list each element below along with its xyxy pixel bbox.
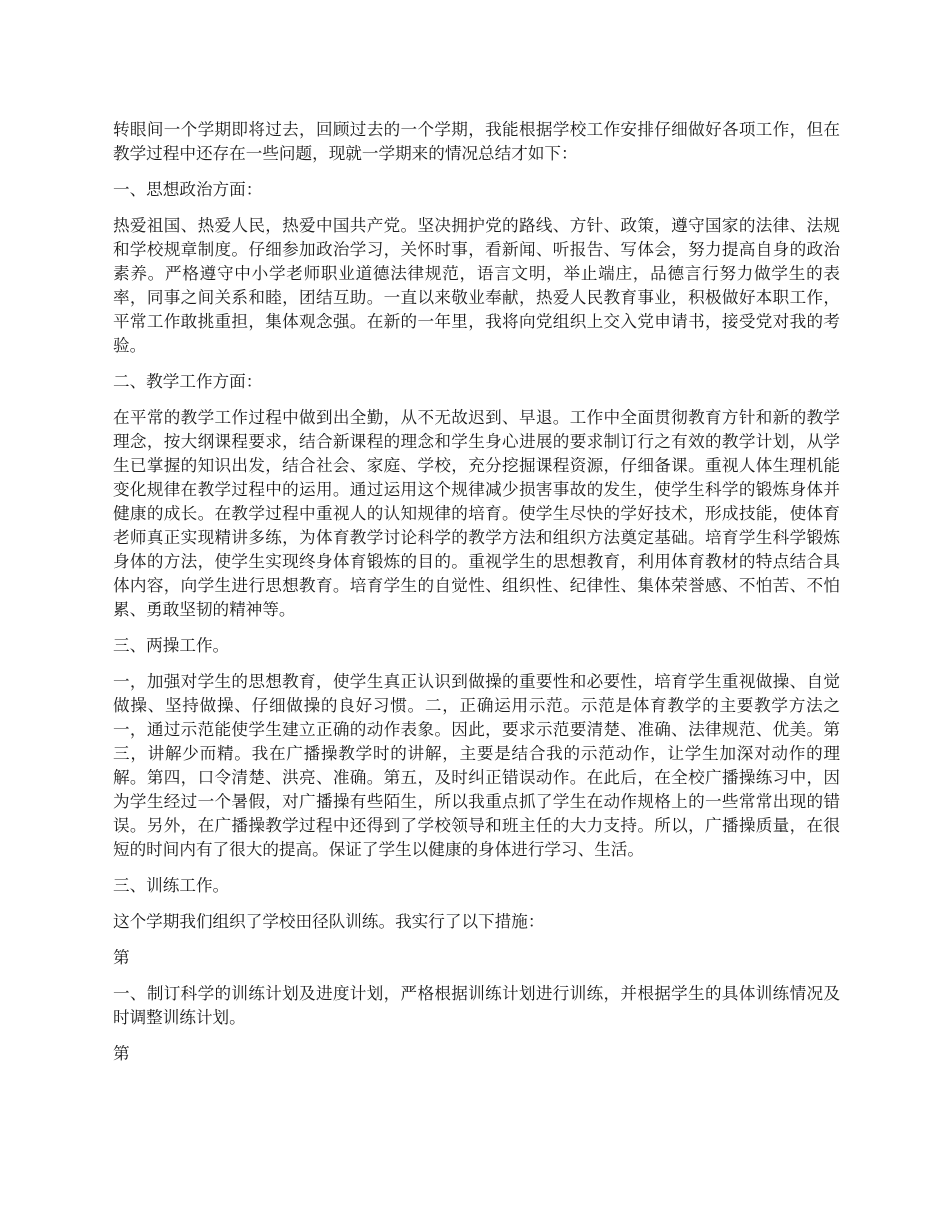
document-body bbox=[113, 118, 840, 1078]
intro-paragraph: 转眼间一个学期即将过去，回顾过去的一个学期，我能根据学校工作安排仔细做好各项工作，但在教学过程中还存在一些问题，现就一学期来的情况总结才如下： bbox=[113, 120, 840, 163]
section-heading-political: 一、思想政治方面： bbox=[113, 180, 263, 199]
section-heading-exercises: 三、两操工作。 bbox=[113, 636, 230, 655]
list-marker-first: 第 bbox=[113, 948, 130, 967]
section-heading-teaching: 二、教学工作方面： bbox=[113, 372, 263, 391]
training-measure-paragraph: 一、制订科学的训练计划及进度计划，严格根据训练计划进行训练，并根据学生的具体训练情况及时调整训练计划。 bbox=[113, 984, 840, 1027]
section-heading-training: 三、训练工作。 bbox=[113, 876, 230, 895]
exercises-paragraph: 一，加强对学生的思想教育，使学生真正认识到做操的重要性和必要性，培育学生重视做操、自觉做操、坚持做操、仔细做操的良好习惯。二，正确运用示范。示范是体育教学的主要教学方法之一，通过示范能使学生建立正确的动作表象。因此，要求示范要清楚、准确、法律规范、优美。第三，讲解少而精。我在广播操教学时的讲解，主要是结合我的示范动作，让学生加深对动作的理解。第四，口令清楚、洪亮、准确。第五，及时纠正错误动作。在此后，在全校广播操练习中，因为学生经过一个暑假，对广播操有些陌生，所以我重点抓了学生在动作规格上的一些常常出现的错误。另外，在广播操教学过程中还得到了学校领导和班主任的大力支持。所以，广播操质量，在很短的时间内有了很大的提高。保证了学生以健康的身体进行学习、生活。 bbox=[113, 672, 840, 859]
training-intro-paragraph: 这个学期我们组织了学校田径队训练。我实行了以下措施： bbox=[113, 912, 545, 931]
political-paragraph: 热爱祖国、热爱人民，热爱中国共产党。坚决拥护党的路线、方针、政策，遵守国家的法律、法规和学校规章制度。仔细参加政治学习，关怀时事，看新闻、听报告、写体会，努力提高自身的政治素养。严格遵守中小学老师职业道德法律规范，语言文明，举止端庄，品德言行努力做学生的表率，同事之间关系和睦，团结互助。一直以来敬业奉献，热爱人民教育事业，积极做好本职工作，平常工作敢挑重担，集体观念强。在新的一年里，我将向党组织上交入党申请书，接受党对我的考验。 bbox=[113, 216, 840, 355]
list-marker-second: 第 bbox=[113, 1044, 130, 1063]
teaching-paragraph: 在平常的教学工作过程中做到出全勤，从不无故迟到、早退。工作中全面贯彻教育方针和新的教学理念，按大纲课程要求，结合新课程的理念和学生身心进展的要求制订行之有效的教学计划，从学生已掌握的知识出发，结合社会、家庭、学校，充分挖掘课程资源，仔细备课。重视人体生理机能变化规律在教学过程中的运用。通过运用这个规律减少损害事故的发生，使学生科学的锻炼身体并健康的成长。在教学过程中重视人的认知规律的培育。使学生尽快的学好技术，形成技能，使体育老师真正实现精讲多练，为体育教学讨论科学的教学方法和组织方法奠定基础。培育学生科学锻炼身体的方法，使学生实现终身体育锻炼的目的。重视学生的思想教育，利用体育教材的特点结合具体内容，向学生进行思想教育。培育学生的自觉性、组织性、纪律性、集体荣誉感、不怕苦、不怕累、勇敢坚韧的精神等。 bbox=[113, 408, 840, 619]
